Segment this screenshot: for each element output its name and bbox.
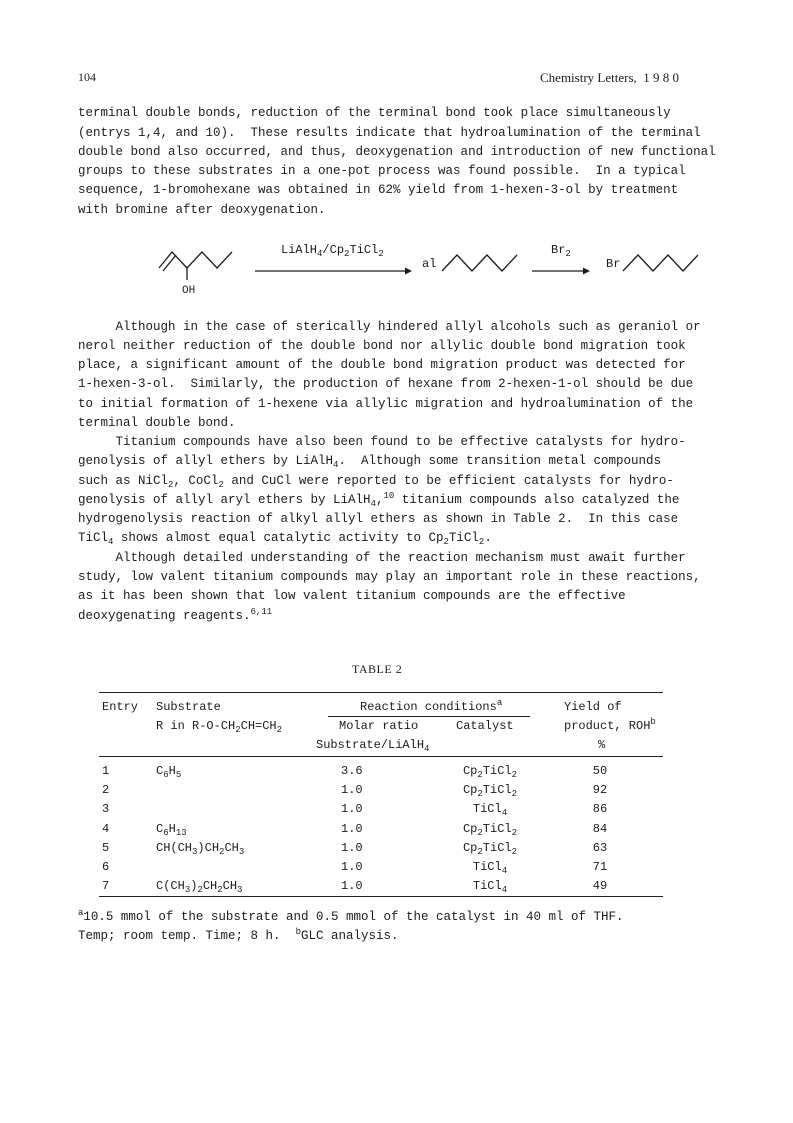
text-line: nerol neither reduction of the double bond nor allylic double bond migration took <box>78 339 686 353</box>
cell-yield: 92 <box>592 783 608 797</box>
bromohexane-chain <box>623 255 698 271</box>
text-line: terminal double bonds, reduction of the terminal bond took place simultaneously <box>78 106 671 120</box>
cell-yield: 63 <box>592 841 608 855</box>
cell-molar-ratio: 3.6 <box>341 764 363 778</box>
cell-entry: 6 <box>102 860 110 874</box>
text-line: (entrys 1,4, and 10). These results indicate that hydroalumination of the terminal <box>78 126 701 140</box>
header-reaction-conditions: Reaction conditions$^a$ <box>360 698 503 714</box>
text-line: as it has been shown that low valent titanium compounds are the effective <box>78 589 626 603</box>
text-line: terminal double bond. <box>78 416 236 430</box>
cell-catalyst: $Cp_2TiCl_2$ <box>462 764 518 780</box>
page-number: 104 <box>78 70 96 84</box>
header-percent: % <box>598 738 606 752</box>
header-substrate: Substrate <box>156 700 221 714</box>
cell-molar-ratio: 1.0 <box>341 783 363 797</box>
text-line: sequence, 1-bromohexane was obtained in 62% yield from 1-hexen-3-ol by treatment <box>78 183 679 197</box>
table-top-rule <box>99 692 663 693</box>
text-line: to initial formation of 1-hexene via allylic migration and hydroalumination of the <box>78 397 694 411</box>
alkyl-aluminum-chain <box>442 255 517 271</box>
footnote-a: $^a$10.5 mmol of the substrate and 0.5 mmol of the catalyst in 40 ml of THF. <box>78 908 624 924</box>
header-yield: Yield of <box>564 700 622 714</box>
header-substrate-formula: R in $R-O-CH_2CH=CH_2$ <box>156 719 283 735</box>
cell-catalyst: TiCl$_4$ <box>472 860 508 876</box>
cell-substrate: $C_6H_{13}$ <box>156 822 187 838</box>
cell-entry: 5 <box>102 841 110 855</box>
text-line: hydrogenolysis reaction of alkyl allyl ethers as shown in Table 2. In this case <box>78 512 679 526</box>
header-entry: Entry <box>102 700 139 714</box>
cell-molar-ratio: 1.0 <box>341 879 363 893</box>
table-title: TABLE 2 <box>352 662 403 676</box>
cell-substrate: $CH(CH_3)CH_2CH_3$ <box>156 841 245 857</box>
text-line: genolysis of allyl aryl ethers by LiAlH$_4$,$^{10}$ titanium compounds also catalyzed the <box>78 491 680 509</box>
cell-molar-ratio: 1.0 <box>341 841 363 855</box>
header-catalyst: Catalyst <box>456 719 514 733</box>
text-line: groups to these substrates in a one-pot process was found possible. In a typical <box>78 164 686 178</box>
cell-catalyst: TiCl$_4$ <box>472 879 508 895</box>
hexenol-structure <box>159 252 232 280</box>
cell-catalyst: TiCl$_4$ <box>472 802 508 818</box>
header-product: product, ROH$^b$ <box>564 717 656 733</box>
text-line: place, a significant amount of the double bond migration product was detected for <box>78 358 686 372</box>
text-line: TiCl$_4$ shows almost equal catalytic activity to $Cp_2TiCl_2$. <box>78 531 492 547</box>
cell-entry: 3 <box>102 802 110 816</box>
cell-entry: 2 <box>102 783 110 797</box>
cell-molar-ratio: 1.0 <box>341 822 363 836</box>
journal-year: 1 9 8 0 <box>643 70 680 85</box>
cell-yield: 84 <box>592 822 608 836</box>
cell-yield: 86 <box>592 802 608 816</box>
cell-entry: 1 <box>102 764 110 778</box>
text-line: deoxygenating reagents.$^{6,11}$ <box>78 607 273 623</box>
arrowhead-1 <box>405 268 412 275</box>
conditions-rule <box>328 716 530 717</box>
cell-entry: 7 <box>102 879 110 893</box>
cell-catalyst: $Cp_2TiCl_2$ <box>462 783 518 799</box>
cell-substrate: $C_6H_5$ <box>156 764 182 780</box>
running-header <box>540 70 679 86</box>
text-line: with bromine after deoxygenation. <box>78 203 326 217</box>
arrowhead-2 <box>583 268 590 275</box>
cell-substrate: $C(CH_3)_2CH_2CH_3$ <box>156 879 243 895</box>
table-header-rule <box>99 756 663 757</box>
text-line: 1-hexen-3-ol. Similarly, the production of hexane from 2-hexen-1-ol should be due <box>78 377 694 391</box>
header-ratio-units: Substrate/LiAlH$_4$ <box>316 738 430 754</box>
table-bottom-rule <box>99 896 663 897</box>
cell-yield: 50 <box>592 764 608 778</box>
text-line: Although detailed understanding of the reaction mechanism must await further <box>78 551 686 565</box>
text-line: genolysis of allyl ethers by LiAlH$_4$. Although some transition metal compounds <box>78 454 662 470</box>
text-line: study, low valent titanium compounds may play an important role in these reactions, <box>78 570 701 584</box>
bromine-label: Br <box>606 257 621 271</box>
footnote-b: Temp; room temp. Time; 8 h. $^b$GLC analysis. <box>78 927 399 943</box>
hydroxyl-label: OH <box>182 285 196 297</box>
cell-yield: 49 <box>592 879 608 893</box>
text-line: double bond also occurred, and thus, deoxygenation and introduction of new functional <box>78 145 716 159</box>
cell-yield: 71 <box>592 860 608 874</box>
cell-molar-ratio: 1.0 <box>341 802 363 816</box>
text-line: Although in the case of sterically hindered allyl alcohols such as geraniol or <box>78 320 701 334</box>
text-line: Titanium compounds have also been found to be effective catalysts for hydro- <box>78 435 686 449</box>
text-line: such as NiCl$_2$, CoCl$_2$ and CuCl were reported to be efficient catalysts for hydro- <box>78 474 674 490</box>
cell-molar-ratio: 1.0 <box>341 860 363 874</box>
aluminum-label: al <box>422 257 437 271</box>
journal-name: Chemistry Letters, <box>540 70 637 85</box>
reagent-1-label: $LiAlH_4/Cp_2TiCl_2$ <box>281 243 384 259</box>
cell-catalyst: $Cp_2TiCl_2$ <box>462 841 518 857</box>
cell-entry: 4 <box>102 822 110 836</box>
header-molar-ratio: Molar ratio <box>339 719 419 733</box>
cell-catalyst: $Cp_2TiCl_2$ <box>462 822 518 838</box>
reagent-2-label: $Br_2$ <box>551 243 571 259</box>
